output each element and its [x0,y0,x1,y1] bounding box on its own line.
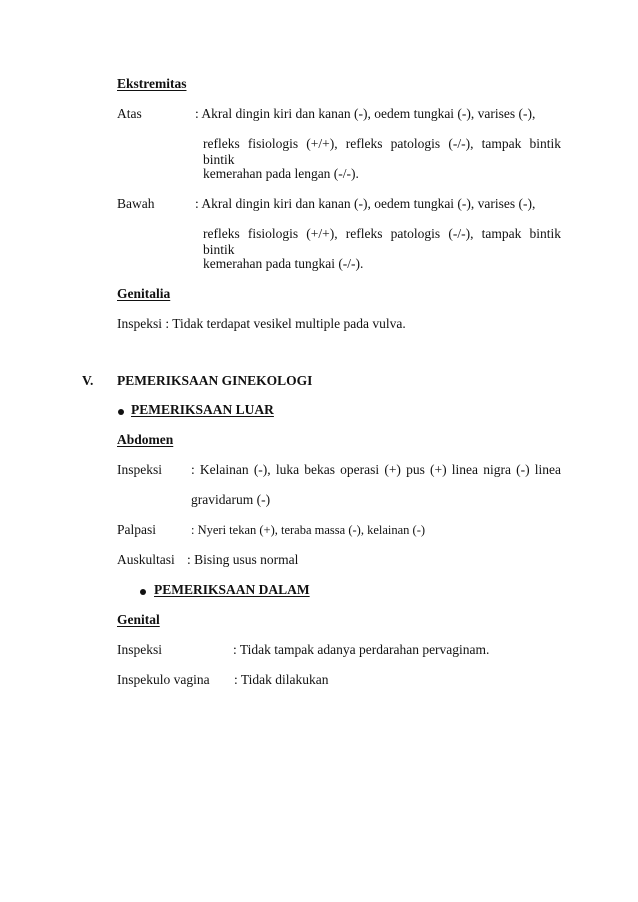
section-title: PEMERIKSAAN GINEKOLOGI [117,373,313,388]
atas-line-3: kemerahan pada lengan (-/-). [203,166,359,181]
abdomen-heading: Abdomen [117,432,174,447]
palpasi-value: : Nyeri tekan (+), teraba massa (-), kelainan (-) [191,523,426,537]
pemeriksaan-dalam-heading: PEMERIKSAAN DALAM [154,582,310,597]
section-number: V. [82,373,94,388]
abdomen-inspeksi-line-2: gravidarum (-) [191,492,271,507]
abdomen-inspeksi-label: Inspeksi [117,462,162,477]
ekstremitas-heading: Ekstremitas [117,76,187,91]
inspekulo-value: : Tidak dilakukan [234,672,329,687]
auskultasi-value: : Bising usus normal [187,552,299,567]
genital-inspeksi-value: : Tidak tampak adanya perdarahan pervaginam. [233,642,490,657]
bawah-line-2: refleks fisiologis (+/+), refleks patologis (-/-), tampak bintik bintik [203,226,561,257]
pemeriksaan-luar-heading: PEMERIKSAAN LUAR [131,402,274,417]
inspekulo-label: Inspekulo vagina [117,672,210,687]
atas-line-2: refleks fisiologis (+/+), refleks patologis (-/-), tampak bintik bintik [203,136,561,167]
genital-inspeksi-label: Inspeksi [117,642,162,657]
abdomen-inspeksi-line-1: : Kelainan (-), luka bekas operasi (+) pus (+) linea nigra (-) linea [191,462,561,477]
atas-label: Atas [117,106,142,121]
auskultasi-label: Auskultasi [117,552,175,567]
bullet-icon [140,589,146,595]
bawah-line-3: kemerahan pada tungkai (-/-). [203,256,364,271]
genitalia-inspeksi: Inspeksi : Tidak terdapat vesikel multiple pada vulva. [117,316,406,331]
genitalia-heading: Genitalia [117,286,171,301]
palpasi-label: Palpasi [117,522,156,537]
bullet-icon [118,409,124,415]
bawah-line-1: : Akral dingin kiri dan kanan (-), oedem tungkai (-), varises (-), [195,196,536,211]
atas-line-1: : Akral dingin kiri dan kanan (-), oedem tungkai (-), varises (-), [195,106,536,121]
genital-heading: Genital [117,612,160,627]
bawah-label: Bawah [117,196,155,211]
